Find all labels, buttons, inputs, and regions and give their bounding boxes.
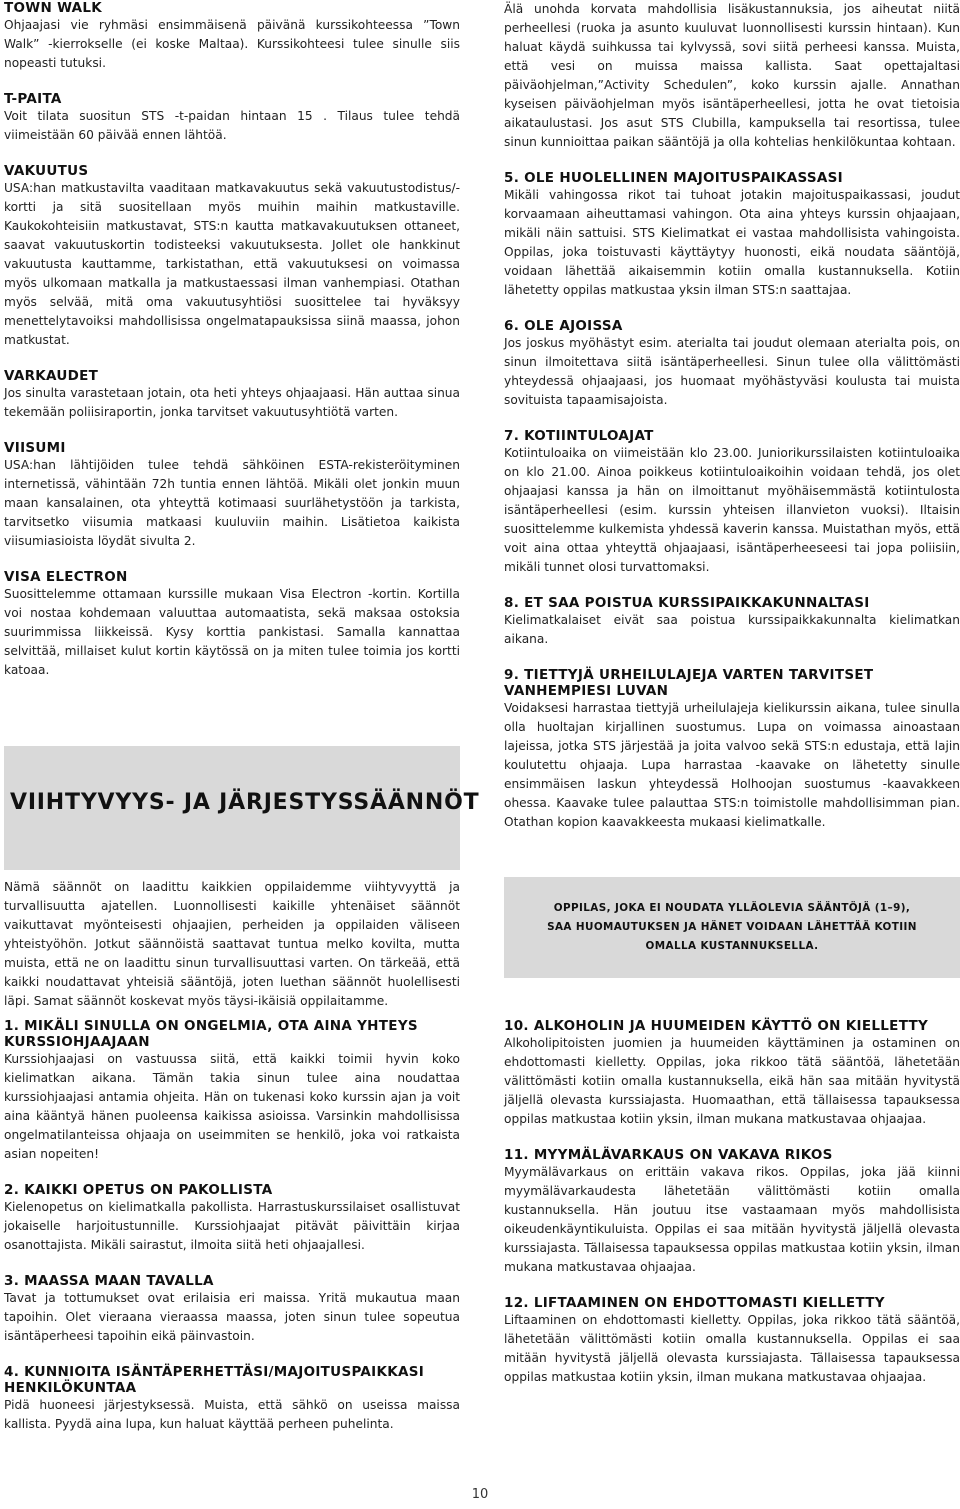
section-rule-1: [4, 1018, 460, 1164]
section-continued: [504, 0, 960, 152]
section-visa-electron: [4, 569, 460, 680]
section-rule-7: [504, 428, 960, 577]
rules-banner-title: VIIHTYVYYS- JA JÄRJESTYSSÄÄNNÖT: [10, 790, 480, 815]
section-heading: 2. KAIKKI OPETUS ON PAKOLLISTA: [4, 1182, 273, 1198]
section-heading: 8. ET SAA POISTUA KURSSIPAIKKAKUNNALTASI: [504, 595, 870, 611]
section-rule-9: [504, 667, 960, 832]
section-rule-10: [504, 1018, 960, 1129]
right-column-top: [504, 0, 960, 850]
section-text: Älä unohda korvata mahdollisia lisäkustannuksia, jos aiheutat niitä perheellesi (ruoka ja asunto kuuluvat luonnollisesti kurssin hintaan). Kun haluat käydä suihkussa tai kylvyssä, sovi siitä perheesi kanssa. Muista, että vesi on muissa maissa kallista. Saat opettajaltasi päiväohjelman,”Activity Schedulen”, koko kurssin ajalle. Annathan kyseisen päiväohjelman myös isäntäperheellesi, jotta he ovat tietoisia aikataulustasi. Jos asut STS Clubilla, kampuksella tai resortissa, tulee sinun kunnioittaa paikan sääntöjä ja olla kohtelias henkilökuntaa kohtaan.: [504, 2, 960, 149]
section-rule-4: [4, 1364, 460, 1434]
section-heading: 11. MYYMÄLÄVARKAUS ON VAKAVA RIKOS: [504, 1147, 833, 1163]
section-text: Liftaaminen on ehdottomasti kielletty. Oppilas, joka rikkoo tätä sääntöä, lähetetään välittömästi kotiin omalla kustannuksella. Oppilas ei saa mitään hyvitystä jäljellä olevasta kurssiajasta. Tällaisessa tapauksessa oppilas matkustaa kotiin yksin, ilman mukana matkustavaa ohjaajaa.: [504, 1313, 960, 1384]
section-text: USA:han matkustavilta vaaditaan matkavakuutus sekä vakuutustodistus/-kortti ja sitä suositellaan myös muihin maihin matkustaville. Kaukokohteisiin matkustavat, STS:n kautta matkavakuutuksen ottaneet, saavat vakuutuskortin todisteeksi vakuutuksesta. Jollet ole hankkinut vakuutusta kauttamme, tarkistathan, että vakuutuksesi on voimassa myös ulkomaan matkalla ja matkustaessasi ilman vanhempiasi. Otathan myös selvää, mitä oma vakuutusyhtiösi suosittelee tai hyväksyy menettelytavoiksi mahdollisissa ongelmatapauksissa siinä maassa, johon matkustat.: [4, 181, 460, 347]
section-heading: VIISUMI: [4, 440, 66, 456]
section-heading: 12. LIFTAAMINEN ON EHDOTTOMASTI KIELLETTY: [504, 1295, 885, 1311]
section-text: Ohjaajasi vie ryhmäsi ensimmäisenä päivänä kurssikohteessa ”Town Walk” -kierrokselle (ei koske Maltaa). Kurssikohteesi tulee sinulle siis nopeasti tutuksi.: [4, 18, 460, 70]
section-rule-6: [504, 318, 960, 410]
section-text: Voidaksesi harrastaa tiettyjä urheilulajeja kielikurssin aikana, tulee sinulla olla huoltajan kirjallinen suostumus. Lupa on voimassa ainoastaan lajeissa, jotka STS järjestää ja joita valvoo sekä STS:n edustaja, että lajin koulutettu ohjaaja. Lupa harrastaa -kaavake on lähetetty sinulle ensimmäisen laskun yhteydessä Holhoojan suostumus -kaavakkeen ohessa. Kaavake tulee palauttaa STS:n toimistolle mahdollisimman pian. Otathan kopion kaavakkeesta mukaasi kielimatkalle.: [504, 701, 960, 829]
section-text: Jos joskus myöhästyt esim. aterialta tai joudut olemaan aterialta pois, on sinun ilmoitettava siitä isäntäperheellesi. Sinun tulee olla välittömästi yhteydessä ohjaajaasi, jos huomaat myöhästyväsi koulusta tai muista sovituista tapaamisajoista.: [504, 336, 960, 407]
section-varkaudet: [4, 368, 460, 422]
section-text: Kotiintuloaika on viimeistään klo 23.00. Juniorikurssilaisten kotiintuloaika on klo 21.00. Ainoa poikkeus kotiintuloaikoihin voidaan tehdä, jos olet ohjaajasi kanssa ja hän on ilmoittanut myöhäisemmästä kotiintulosta isäntäperheellesi (esim. kurssin yhteisen illanvieton vuoksi). Iltaisin suosittelemme kulkemista yhdessä kaverin kanssa. Muistathan myös, että voit aina ottaa yhteyttä ohjaajaasi, isäntäperheeseesi tai jopa poliisiin, mikäli tunnet olosi turvattomaksi.: [504, 446, 960, 574]
section-heading: 6. OLE AJOISSA: [504, 318, 623, 334]
rules-intro: [4, 878, 460, 1011]
rules-intro-text: Nämä säännöt on laadittu kaikkien oppilaidemme viihtyvyyttä ja turvallisuutta ajatellen. Luonnollisesti kaikille yhtenäiset säännöt vaikuttavat myönteisesti ohjaajien, perheiden ja oppilaiden väliseen yhteistyöhön. Jotkut säännöistä saattavat tuntua melko kovilta, mutta muista, että ne on laadittu sinun turvallisuuttasi varten. On tärkeää, että kaikki noudattavat yhteisiä sääntöjä, joten luethan säännöt huolellisesti läpi. Samat säännöt koskevat myös täysi-ikäisiä oppilaitamme.: [4, 880, 460, 1008]
right-column-bottom: [504, 1018, 960, 1405]
section-text: Voit tilata suositun STS -t-paidan hintaan 15 . Tilaus tulee tehdä viimeistään 60 päivää ennen lähtöä.: [4, 109, 460, 142]
warning-box: [504, 877, 960, 978]
section-text: Kielenopetus on kielimatkalla pakollista. Harrastuskurssilaiset osallistuvat jokaiselle harjoitustunnille. Kurssiohjaajat pitävät päivittäin kirjaa osanottajista. Mikäli sairastut, ilmoita siitä heti ohjaajallesi.: [4, 1200, 460, 1252]
section-heading: 3. MAASSA MAAN TAVALLA: [4, 1273, 214, 1289]
section-text: Tavat ja tottumukset ovat erilaisia eri maissa. Yritä mukautua maan tapoihin. Olet vieraana vieraassa maassa, joten sinun tulee sopeutua isäntäperheesi tapoihin eikä päinvastoin.: [4, 1291, 460, 1343]
section-heading: 4. KUNNIOITA ISÄNTÄPERHETTÄSI/MAJOITUSPAIKKASI HENKILÖKUNTAA: [4, 1364, 425, 1396]
section-text: USA:han lähtijöiden tulee tehdä sähköinen ESTA-rekisteröityminen internetissä, vähintään 72h tuntia ennen lähtöä. Mikäli olet jonkin muun maan kansalainen, ota yhteyttä kotimaasi suurlähetystöön ja tarkista, tarvitsetko viisumia matkaasi kuuluviin maihin. Lisätietoa kaikista viisumiasioista löydät sivulta 2.: [4, 458, 460, 548]
warning-line: OPPILAS, JOKA EI NOUDATA YLLÄOLEVIA SÄÄNTÖJÄ (1–9),: [553, 902, 911, 914]
section-rule-5: [504, 170, 960, 300]
section-text: Pidä huoneesi järjestyksessä. Muista, että sähkö on useissa maissa kallista. Pyydä aina lupa, kun haluat käyttää perheen puhelinta.: [4, 1398, 460, 1431]
section-rule-3: [4, 1273, 460, 1346]
section-heading: T-PAITA: [4, 91, 62, 107]
section-heading: VISA ELECTRON: [4, 569, 128, 585]
section-heading: VAKUUTUS: [4, 163, 89, 179]
section-vakuutus: [4, 163, 460, 350]
page-number: 10: [471, 1487, 489, 1502]
section-rule-2: [4, 1182, 460, 1255]
left-column-bottom: [4, 1018, 460, 1452]
section-rule-12: [504, 1295, 960, 1387]
section-rule-8: [504, 595, 960, 649]
section-heading: 1. MIKÄLI SINULLA ON ONGELMIA, OTA AINA YHTEYS KURSSIOHJAAJAAN: [4, 1018, 418, 1050]
section-text: Kurssiohjaajasi on vastuussa siitä, että kaikki toimii hyvin koko kielimatkan aikana. Tämän takia sinun tulee aina noudattaa kurssiohjaajasi antamia ohjeita. Hän on tukenasi koko kurssin ajan ja voit aina kääntyä hänen puoleensa kaikissa asioissa. Varsinkin mahdollisissa ongelmatilanteissa ohjaaja on useimmiten se henkilö, joka voi ratkaista asian nopeiten!: [4, 1052, 460, 1161]
section-town-walk: [4, 0, 460, 73]
section-text: Alkoholipitoisten juomien ja huumeiden käyttäminen ja ostaminen on ehdottomasti kielletty. Oppilas, joka rikkoo tätä sääntöä, lähetetään välittömästi kotiin omalla kustannuksella, eikä hän saa mitään hyvitystä jäljellä olevasta kurssiajasta. Huomaathan, että tällaisessa tapauksessa oppilas matkustaa kotiin yksin, ilman mukana matkustavaa ohjaajaa.: [504, 1036, 960, 1126]
section-t-paita: [4, 91, 460, 145]
section-rule-11: [504, 1147, 960, 1277]
warning-line: OMALLA KUSTANNUKSELLA.: [645, 940, 819, 952]
section-heading: TOWN WALK: [4, 0, 103, 16]
section-heading: 9. TIETTYJÄ URHEILULAJEJA VARTEN TARVITSET VANHEMPIESI LUVAN: [504, 667, 874, 699]
section-heading: VARKAUDET: [4, 368, 99, 384]
section-viisumi: [4, 440, 460, 551]
warning-line: SAA HUOMAUTUKSEN JA HÄNET VOIDAAN LÄHETTÄÄ KOTIIN: [547, 921, 917, 933]
left-column-top: [4, 0, 460, 698]
section-text: Kielimatkalaiset eivät saa poistua kurssipaikkakunnalta kielimatkan aikana.: [504, 613, 960, 646]
section-heading: 10. ALKOHOLIN JA HUUMEIDEN KÄYTTÖ ON KIELLETTY: [504, 1018, 929, 1034]
rules-banner: [4, 746, 480, 870]
section-text: Mikäli vahingossa rikot tai tuhoat jotakin majoituspaikassasi, joudut korvaamaan aiheuttamasi vahingon. Ota aina yhteys kurssin ohjaajaan, mikäli näin sattuisi. STS Kielimatkat ei vastaa mahdollisista vahingoista. Oppilas, joka toistuvasti käyttäytyy huonosti, eikä noudata sääntöjä, voidaan lähettää aikaisemmin kotiin omalla kustannuksella. Kotiin lähetetty oppilas matkustaa yksin ilman STS:n saattajaa.: [504, 188, 960, 297]
section-heading: 5. OLE HUOLELLINEN MAJOITUSPAIKASSASI: [504, 170, 843, 186]
section-text: Jos sinulta varastetaan jotain, ota heti yhteys ohjaajaasi. Hän auttaa sinua tekemään poliisiraportin, jonka tarvitset vakuutusyhtiötä varten.: [4, 386, 460, 419]
section-text: Suosittelemme ottamaan kurssille mukaan Visa Electron -kortin. Kortilla voi nostaa kohdemaan valuuttaa automaatista, sekä maksaa ostoksia suurimmissa liikkeissä. Kysy korttia pankistasi. Samalla kannattaa selvittää, millaiset kulut kortin käytössä on ja miten tulee toimia jos kortti katoaa.: [4, 587, 460, 677]
section-text: Myymälävarkaus on erittäin vakava rikos. Oppilas, joka jää kiinni myymälävarkaudesta lähetetään välittömästi kotiin omalla kustannuksella. Hän joutuu itse vastaamaan myös mahdollisista oikeudenkäyntikuluista. Oppilas ei saa mitään hyvitystä jäljellä olevasta kurssiajasta. Tällaisessa tapauksessa oppilas matkustaa kotiin yksin, ilman mukana matkustavaa ohjaajaa.: [504, 1165, 960, 1274]
section-heading: 7. KOTIINTULOAJAT: [504, 428, 654, 444]
